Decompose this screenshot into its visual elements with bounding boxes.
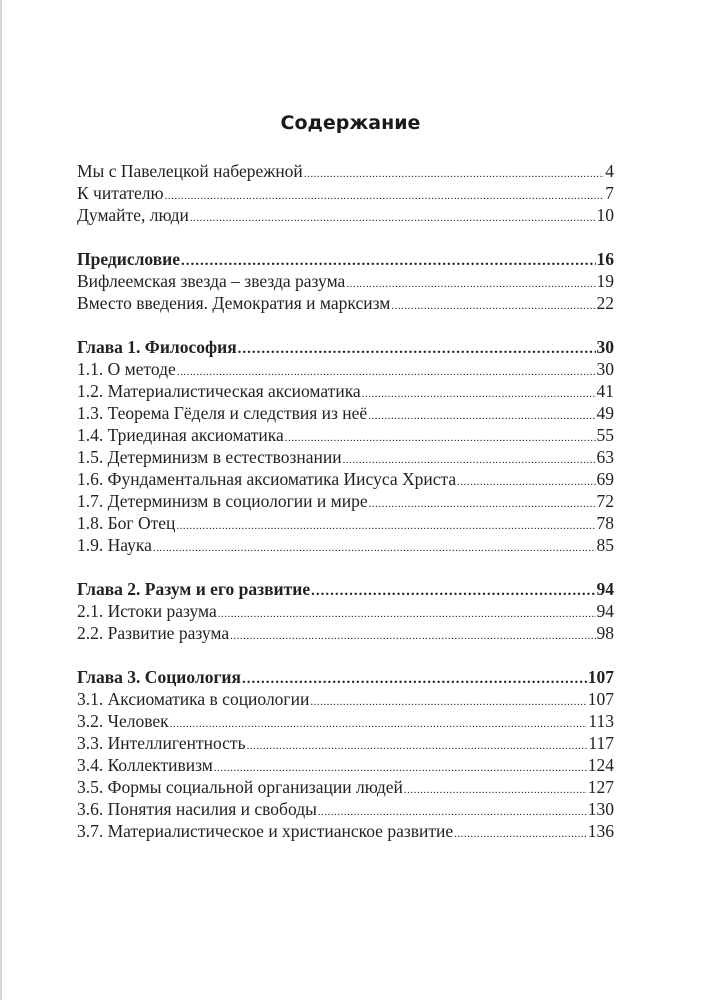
- toc-entry-title: 3.2. Человек: [77, 711, 169, 731]
- dot-leader: [391, 295, 595, 317]
- toc-entry: [77, 182, 614, 204]
- toc-entry: [77, 424, 614, 446]
- toc-entry-title: 1.9. Наука: [77, 535, 152, 555]
- toc-page-number: 7: [605, 183, 614, 203]
- dot-leader: [457, 471, 595, 493]
- toc-entry: [77, 534, 614, 556]
- toc-entry-title: 1.1. О методе: [77, 359, 176, 379]
- dot-leader: [218, 603, 596, 625]
- toc-entry: [77, 468, 614, 490]
- dot-leader: [230, 625, 595, 647]
- dot-leader: [190, 207, 596, 229]
- toc-entry: [77, 776, 614, 798]
- toc-group: [77, 336, 614, 556]
- toc-entry-title: Глава 3. Социология: [77, 667, 241, 687]
- toc-entry-title: 2.2. Развитие разума: [77, 623, 230, 643]
- dot-leader: [242, 668, 587, 690]
- toc-heading: [77, 666, 614, 688]
- toc-entry-title: 1.7. Детерминизм в социологии и мире: [77, 491, 368, 511]
- toc-page-number: 41: [596, 381, 614, 401]
- toc-page-number: 113: [588, 711, 614, 731]
- toc-entry-title: Вифлеемская звезда – звезда разума: [77, 271, 346, 291]
- toc-page-number: 124: [587, 755, 614, 775]
- toc-page-number: 78: [596, 513, 614, 533]
- toc-group: [77, 666, 614, 842]
- toc-page-number: 30: [596, 337, 614, 357]
- toc-entry: [77, 402, 614, 424]
- dot-leader: [362, 383, 596, 405]
- toc-page-number: 107: [587, 667, 614, 687]
- toc-page-number: 98: [596, 623, 614, 643]
- dot-leader: [181, 250, 595, 272]
- toc-entry-title: 3.4. Коллективизм: [77, 755, 213, 775]
- page-edge: [0, 0, 2, 1000]
- toc-entry-title: К читателю: [77, 183, 164, 203]
- toc-entry: [77, 292, 614, 314]
- toc-page-number: 16: [596, 249, 614, 269]
- toc-heading: [77, 578, 614, 600]
- toc-page-number: 127: [587, 777, 614, 797]
- toc-entry: [77, 160, 614, 182]
- toc-entry: [77, 710, 614, 732]
- toc-entry-title: 1.6. Фундаментальная аксиоматика Иисуса Христа: [77, 469, 457, 489]
- toc-entry-title: 3.7. Материалистическое и христианское развитие: [77, 821, 454, 841]
- toc-page-number: 130: [587, 799, 614, 819]
- toc-entry: [77, 358, 614, 380]
- toc-entry-title: 3.5. Формы социальной организации людей: [77, 777, 403, 797]
- toc-entry: [77, 270, 614, 292]
- toc-entry: [77, 688, 614, 710]
- toc-entry-title: 1.2. Материалистическая аксиоматика: [77, 381, 361, 401]
- dot-leader: [454, 823, 587, 845]
- toc-entry-title: 3.1. Аксиоматика в социологии: [77, 689, 310, 709]
- dot-leader: [176, 515, 595, 537]
- toc-entry-title: 1.5. Детерминизм в естествознании: [77, 447, 342, 467]
- dot-leader: [247, 735, 588, 757]
- toc-entry: [77, 732, 614, 754]
- toc-entry: [77, 820, 614, 842]
- toc-group: [77, 248, 614, 314]
- dot-leader: [369, 493, 596, 515]
- table-of-contents: [77, 160, 614, 864]
- toc-page-number: 94: [596, 579, 614, 599]
- dot-leader: [165, 185, 605, 207]
- toc-heading: [77, 248, 614, 270]
- toc-entry-title: Мы с Павелецкой набережной: [77, 161, 303, 181]
- toc-page-number: 117: [588, 733, 614, 753]
- toc-entry-title: 1.3. Теорема Гёделя и следствия из неё: [77, 403, 368, 423]
- toc-entry-title: 3.6. Понятия насилия и свободы: [77, 799, 317, 819]
- toc-page-number: 94: [596, 601, 614, 621]
- page-title: Содержание: [280, 112, 421, 134]
- dot-leader: [238, 338, 596, 360]
- dot-leader: [310, 691, 586, 713]
- toc-entry: [77, 490, 614, 512]
- toc-page-number: 136: [587, 821, 614, 841]
- dot-leader: [368, 405, 595, 427]
- toc-entry: [77, 798, 614, 820]
- toc-entry: [77, 622, 614, 644]
- toc-group: [77, 160, 614, 226]
- toc-page-number: 10: [596, 205, 614, 225]
- toc-page-number: 69: [596, 469, 614, 489]
- toc-entry-title: Думайте, люди: [77, 205, 189, 225]
- toc-group: [77, 578, 614, 644]
- toc-entry-title: Глава 2. Разум и его развитие: [77, 579, 311, 599]
- toc-entry: [77, 512, 614, 534]
- dot-leader: [153, 537, 596, 559]
- toc-page-number: 4: [605, 161, 614, 181]
- dot-leader: [404, 779, 587, 801]
- toc-entry: [77, 754, 614, 776]
- toc-page-number: 63: [596, 447, 614, 467]
- toc-entry-title: Вместо введения. Демократия и марксизм: [77, 293, 391, 313]
- toc-entry-title: 3.3. Интеллигентность: [77, 733, 246, 753]
- toc-page-number: 49: [596, 403, 614, 423]
- toc-entry: [77, 204, 614, 226]
- toc-entry-title: 1.4. Триединая аксиоматика: [77, 425, 284, 445]
- toc-entry-title: Предисловие: [77, 249, 181, 269]
- toc-entry-title: Глава 1. Философия: [77, 337, 237, 357]
- toc-page-number: 19: [596, 271, 614, 291]
- toc-heading: [77, 336, 614, 358]
- toc-page-number: 85: [596, 535, 614, 555]
- toc-entry-title: 1.8. Бог Отец: [77, 513, 176, 533]
- toc-page-number: 107: [587, 689, 614, 709]
- toc-page-number: 72: [596, 491, 614, 511]
- toc-entry-title: 2.1. Истоки разума: [77, 601, 217, 621]
- dot-leader: [304, 163, 604, 185]
- toc-entry: [77, 446, 614, 468]
- toc-entry: [77, 380, 614, 402]
- toc-entry: [77, 600, 614, 622]
- dot-leader: [311, 580, 595, 602]
- toc-page-number: 30: [596, 359, 614, 379]
- toc-page-number: 55: [596, 425, 614, 445]
- toc-page-number: 22: [596, 293, 614, 313]
